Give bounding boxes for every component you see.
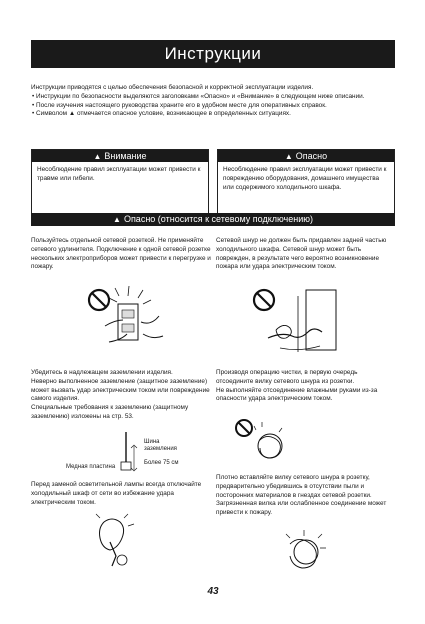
paragraph-cord-pressed: Сетевой шнур не должен быть придавлен задней частью холодильного шкафа. Сетевой шнур может быть поврежден, в результате чего вероятно возникновение пожара или удара электрическим током. xyxy=(216,237,387,271)
grounding-text-1: Убедитесь в надлежащем заземлении изделия. xyxy=(31,369,173,376)
caution-header-label: Внимание xyxy=(104,151,147,161)
label-copper-plate: Медная пластина xyxy=(66,464,116,470)
plug-text-1: Плотно вставляйте вилку сетевого шнура в розетку, предварительно убедившись в отсутствии пыли и посторонних материалов в гнездах сетевой розетки. xyxy=(216,474,372,499)
page-title: Инструкции xyxy=(31,40,395,68)
unplug-text-2: Не выполняйте отсоединение влажными руками из-за опасности удара электрическим током. xyxy=(216,386,378,403)
label-ground-bus: Шина заземления xyxy=(144,439,177,452)
danger-header-label: Опасно xyxy=(295,151,328,161)
multi-plug-illustration xyxy=(85,286,175,354)
warning-triangle-icon: ▲ xyxy=(113,215,121,224)
danger-header xyxy=(218,150,394,162)
page-number: 43 xyxy=(207,586,219,597)
warning-triangle-icon: ▲ xyxy=(284,152,293,161)
intro-bullet-part: отмечается опасное условие, возникающее в определенных ситуациях. xyxy=(76,110,291,118)
intro-bullet: • Инструкции по безопасности выделяются заголовками «Опасно» и «Внимание» в следующем ниже описании. xyxy=(32,92,365,100)
grounding-text-2: Неверно выполненное заземление (защитное заземление) может вызвать удар электрическим током или повреждение самого изделия. xyxy=(31,377,210,403)
section-banner xyxy=(31,213,395,226)
intro-section xyxy=(31,84,395,119)
warning-triangle-icon: ▲ xyxy=(93,152,102,161)
paragraph-plug-insert xyxy=(216,474,396,518)
pressed-cord-illustration xyxy=(250,286,350,358)
intro-line: Инструкции приводятся с целью обеспечения безопасной и корректной эксплуатации изделия. xyxy=(31,84,314,91)
section-banner-label: Опасно (относится к сетевому подключению) xyxy=(123,214,313,224)
caution-header xyxy=(32,150,208,162)
unplug-illustration xyxy=(92,512,142,572)
caution-box xyxy=(31,149,209,217)
intro-bullet: • После изучения настоящего руководства храните его в удобном месте для оперативных справок. xyxy=(32,101,327,109)
intro-bullet xyxy=(31,110,395,119)
paragraph-unplug-cleaning xyxy=(216,369,396,404)
danger-box xyxy=(217,149,395,217)
intro-bullet-part: • Символом xyxy=(32,110,68,118)
paragraph-separate-outlet: Пользуйтесь отдельной сетевой розеткой. Не применяйте сетевого удлинителя. Подключение к одной сетевой розетке нескольких электроприборов может привести к перегрузке и пожару. xyxy=(31,237,211,271)
wet-hands-illustration xyxy=(234,418,294,466)
label-depth: Более 75 см xyxy=(144,460,179,466)
paragraph-lamp-replace: Перед заменой осветительной лампы всегда отключайте холодильный шкаф от сети во избежание удара электрическим током. xyxy=(31,481,202,506)
grounding-text-3: Специальные требования к заземлению (защитному заземлению) изложены на стр. 53. xyxy=(31,404,189,420)
caution-text: Несоблюдение правил эксплуатации может привести к травме или гибели. xyxy=(37,166,201,182)
warning-triangle-icon: ▲ xyxy=(68,110,76,118)
plug-text-2: Загрязненная вилка или ослабленное соединение может привести к пожару. xyxy=(216,500,387,517)
plug-insert-illustration xyxy=(280,528,332,576)
danger-text: Несоблюдение правил эксплуатации может привести к повреждению оборудования, домашнего имущества или содержимого холодильного шкафа. xyxy=(223,166,387,191)
paragraph-grounding xyxy=(31,369,211,422)
unplug-text-1: Производя операцию чистки, в первую очередь отсоедините вилку сетевого шнура из розетки. xyxy=(216,369,358,385)
